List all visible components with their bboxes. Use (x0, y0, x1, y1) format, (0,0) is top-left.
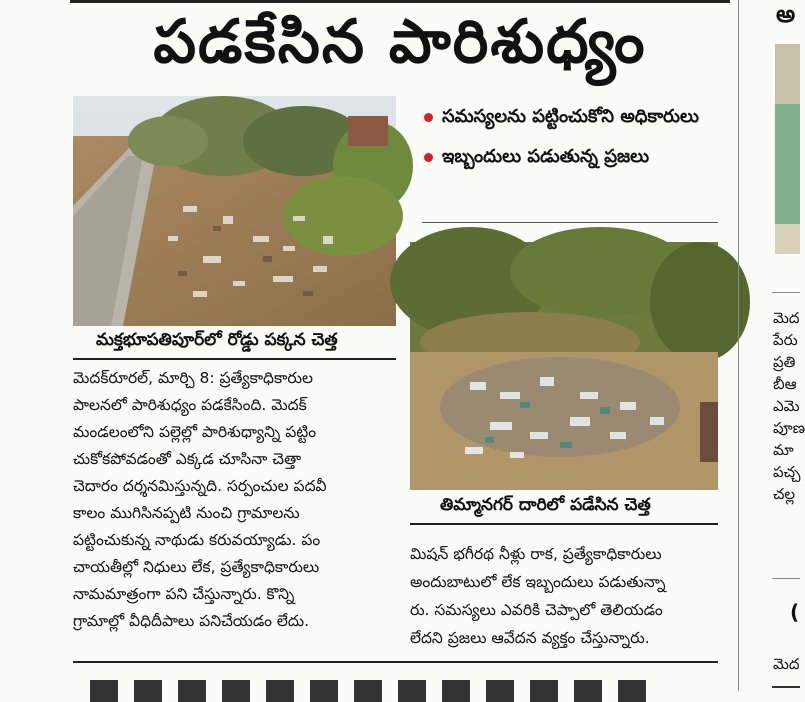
highlight-item (422, 140, 722, 174)
caption-underline (410, 523, 718, 525)
body-line: పట్టించుకున్న నాథుడు కరువయ్యాడు. పం (73, 531, 321, 549)
body-line: మండలంలోని పల్లెల్లో పారిశుధ్యాన్ని పట్టిం (73, 423, 317, 441)
side-text-line: ప్రతి (773, 353, 796, 371)
next-headline-fragment (90, 680, 650, 691)
side-bottom-rule (772, 686, 800, 688)
body-line: చుకోకపోవడంతో ఎక్కడ చూసినా చెత్తా (73, 450, 302, 468)
column-separator (738, 0, 739, 691)
highlight-item (422, 100, 722, 134)
body-line: పాలనలో పారిశుధ్యం పడకేసింది. మెదక్‌ (73, 396, 307, 414)
body-line: మిషన్‌ భగీరథ నీళ్లు రాక, ప్రత్యేకాధికారులు (410, 545, 662, 563)
body-line: చెదారం దర్శనమిస్తున్నది. సర్పంచుల పదవీ (73, 477, 327, 495)
bullet-dot-icon (424, 153, 433, 162)
side-article-title-fragment: అ (776, 0, 796, 28)
body-line: మెదక్‌రూరల్‌, మార్చి 8: ప్రత్యేకాధికారుల (73, 369, 313, 387)
body-line: గ్రామాల్లో వీధిదీపాలు పనిచేయడం లేదు. (73, 612, 310, 630)
photo-caption-dumped: తిమ్మానగర్‌ దారిలో పడేసిన చెత్త (440, 495, 651, 515)
highlight-text: సమస్యలను పట్టించుకోని అధికారులు (442, 106, 699, 127)
article-body-column-1 (73, 365, 396, 635)
body-line: రు. సమస్యలు ఎవరికి చెప్పాలో తెలియడం (410, 601, 663, 619)
side-text-line: ఎమె (773, 397, 800, 415)
side-text-line: చల్ల (773, 485, 796, 503)
dumped-garbage-image (410, 242, 718, 490)
side-text-line: పచ్చ (773, 463, 801, 481)
side-photo-image (775, 44, 800, 254)
body-line: అందుబాటులో లేక ఇబ్బందులు పడుతున్నా (410, 573, 666, 591)
body-line: నామమాత్రంగా పని చేస్తున్నారు. కొన్ని (73, 585, 295, 603)
side-photo-rule (772, 292, 800, 293)
side-text-line: పూణ (773, 419, 805, 437)
body-line: లేదని ప్రజలు ఆవేదన వ్యక్తం చేస్తున్నారు. (410, 629, 650, 647)
highlight-list (422, 100, 722, 174)
dumped-garbage-photo (410, 242, 718, 490)
body-line: కాలం ముగిసినప్పటి నుంచి గ్రామాలను (73, 504, 300, 522)
article-body-column-2 (410, 540, 720, 652)
side-text-line: పేరు (773, 331, 798, 349)
photo-caption-roadside: మక్తభూపతిపూర్‌లో రోడ్డు పక్కన చెత్త (96, 330, 338, 350)
article-bottom-divider (73, 661, 718, 663)
side-text-line: బీఆ (773, 375, 797, 393)
bullet-dot-icon (424, 113, 433, 122)
side-article-photo (775, 44, 800, 254)
side-bottom-fragment: మెద (773, 655, 800, 673)
roadside-garbage-photo (73, 96, 396, 326)
side-divider (772, 578, 800, 579)
side-article-body (773, 307, 805, 505)
roadside-garbage-image (73, 96, 396, 326)
top-border (70, 0, 730, 3)
highlight-divider (422, 222, 718, 223)
side-fragment-mark: ( (790, 600, 800, 624)
caption-underline (73, 358, 396, 360)
highlight-text: ఇబ్బందులు పడుతున్న ప్రజలు (442, 146, 650, 167)
body-line: చాయతీల్లో నిధులు లేక, ప్రత్యేకాధికారులు (73, 558, 320, 576)
page-title: పడకేసిన పారిశుధ్యం (153, 7, 647, 77)
side-text-line: మా (773, 441, 794, 459)
side-text-line: మెద (773, 309, 800, 327)
